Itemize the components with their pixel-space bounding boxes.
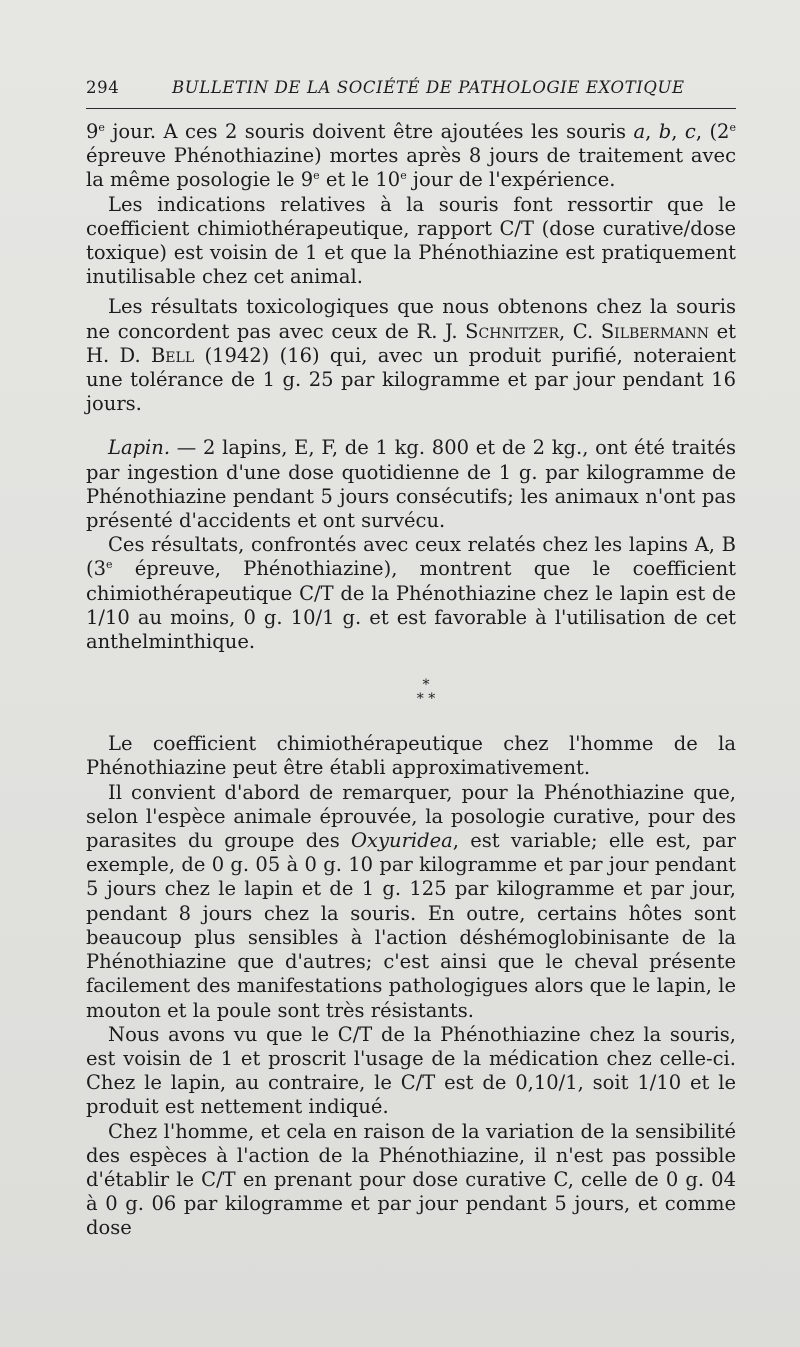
page-number: 294 bbox=[86, 78, 120, 97]
header-rule bbox=[86, 108, 736, 109]
paragraph-toxicology-comparison: Les résultats toxicologiques que nous obtenons chez la souris ne concordent pas avec ceux de R. J. Schnitzer, C. Silbermann et H. D. Bell (1942) (16) qui, avec un produit purifié, noteraient une tolérance de 1 g. 25 par kilogramme et par jour pendant 16 jours. bbox=[86, 295, 736, 416]
paragraph-rabbit: Lapin. — 2 lapins, E, F, de 1 kg. 800 et de 2 kg., ont été traités par ingestion d'une dose quotidienne de 1 g. par kilogramme de Phénothiazine pendant 5 jours consécutifs; les animaux n'ont pas présenté d'accidents et ont survécu. bbox=[86, 436, 736, 533]
paragraph-mouse-indications: Les indications relatives à la souris font ressortir que le coefficient chimiothérapeutique, rapport C/T (dose curative/dose toxique) est voisin de 1 et que la Phénothiazine est pratiquement inutilisable chez cet animal. bbox=[86, 192, 736, 289]
paragraph-ct-comparison: Nous avons vu que le C/T de la Phénothiazine chez la souris, est voisin de 1 et proscrit l'usage de la médication chez celle-ci. Chez le lapin, au contraire, le C/T est de 0,10/1, soit 1/10 et le produit est nettement indiqué. bbox=[86, 1022, 736, 1119]
journal-title: BULLETIN DE LA SOCIÉTÉ DE PATHOLOGIE EXOTIQUE bbox=[172, 78, 685, 97]
paragraph-rabbit-results: Ces résultats, confrontés avec ceux relatés chez les lapins A, B (3e épreuve, Phénothiazine), montrent que le coefficient chimiothérapeutique C/T de la Phénothiazine chez le lapin est de 1/10 au moins, 0 g. 10/1 g. et est favorable à l'utilisation de cet anthelminthique. bbox=[86, 533, 736, 654]
body-text bbox=[86, 120, 736, 1241]
paragraph-continuation: 9e jour. A ces 2 souris doivent être ajoutées les souris a, b, c, (2e épreuve Phénothiazine) mortes après 8 jours de traitement avec la même posologie le 9e et le 10e jour de l'expérience. bbox=[86, 120, 736, 192]
paragraph-human-ct: Chez l'homme, et cela en raison de la variation de la sensibilité des espèces à l'action de la Phénothiazine, il n'est pas possible d'établir le C/T en prenant pour dose curative C, celle de 0 g. 04 à 0 g. 06 par kilogramme et par jour pendant 5 jours, et comme dose bbox=[86, 1119, 736, 1240]
section-asterism: * * * bbox=[416, 677, 436, 708]
taxon-oxyuridea: Oxyuridea bbox=[351, 829, 453, 853]
paragraph-human-coefficient: Le coefficient chimiothérapeutique chez l'homme de la Phénothiazine peut être établi approximativement. bbox=[86, 732, 736, 780]
paragraph-posology: Il convient d'abord de remarquer, pour la Phénothiazine que, selon l'espèce animale éprouvée, la posologie curative, pour des parasites du groupe des Oxyuridea, est variable; elle est, par exemple, de 0 g. 05 à 0 g. 10 par kilogramme et par jour pendant 5 jours chez le lapin et de 1 g. 125 par kilogramme et par jour, pendant 8 jours chez la souris. En outre, certains hôtes sont beaucoup plus sensibles à l'action déshémoglobinisante de la Phénothiazine que d'autres; c'est ainsi que le cheval présente facilement des manifestations pathologigues alors que le lapin, le mouton et la poule sont très résistants. bbox=[86, 780, 736, 1022]
section-label-lapin: Lapin. bbox=[108, 436, 171, 460]
